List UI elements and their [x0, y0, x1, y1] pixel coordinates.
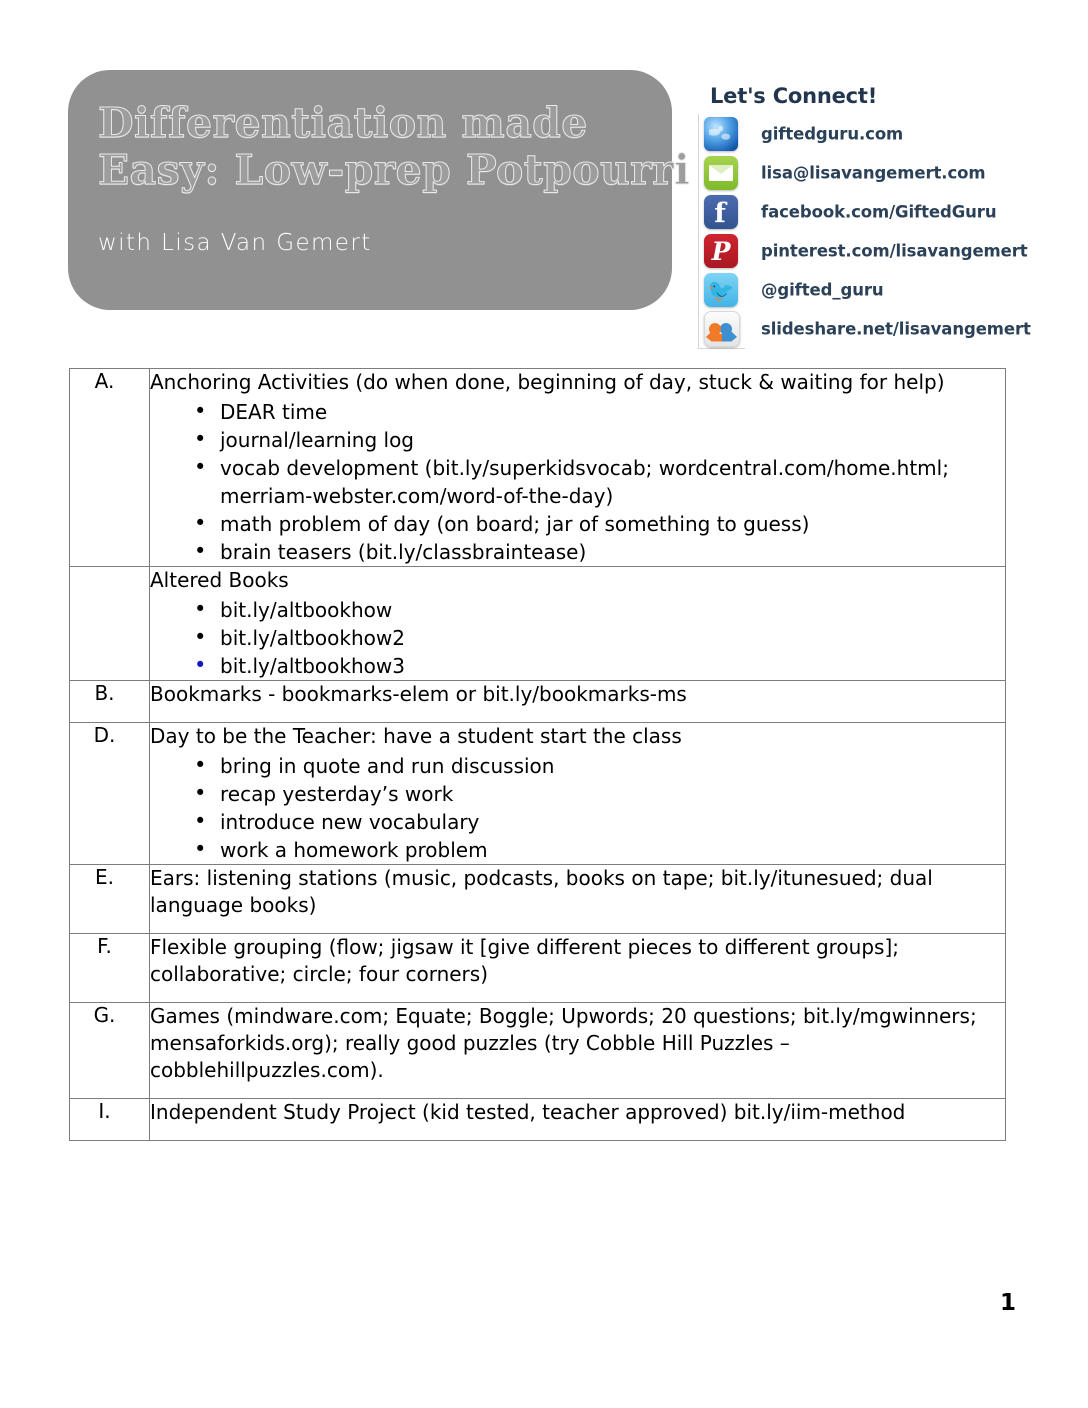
hyperlink[interactable]: bookmarks-elem — [281, 682, 450, 706]
text-run: introduce new vocabulary — [220, 810, 480, 834]
hyperlink[interactable]: mindware.com — [234, 1004, 383, 1028]
hyperlink[interactable]: bit.ly/mgwinners — [802, 1004, 970, 1028]
text-run: or — [449, 682, 483, 706]
title-card — [68, 70, 691, 310]
table-row — [70, 934, 1006, 1003]
facebook-icon: f — [704, 195, 738, 229]
text-run: Bookmarks - — [150, 682, 282, 706]
row-letter: G. — [93, 1003, 116, 1027]
hyperlink[interactable]: mensaforkids.org — [150, 1031, 325, 1055]
hyperlink[interactable]: bit.ly/bookmarks-ms — [482, 682, 687, 706]
text-run: Games ( — [150, 1004, 235, 1028]
row-letter-cell — [70, 723, 150, 865]
row-heading — [150, 1099, 1005, 1126]
row-spacer — [150, 1126, 1005, 1140]
table-row — [70, 1099, 1006, 1141]
row-letter: I. — [98, 1099, 111, 1123]
row-heading — [150, 865, 1005, 919]
text-run: journal/learning log — [220, 428, 415, 452]
globe-icon — [704, 117, 738, 151]
connect-item-slideshare[interactable] — [699, 309, 1031, 348]
text-run: ; — [645, 456, 659, 480]
document-title-line-1: Differentiation made — [98, 99, 588, 147]
document-author: with Lisa Van Gemert — [98, 230, 372, 256]
connect-label-facebook: facebook.com/GiftedGuru — [761, 202, 997, 221]
row-spacer — [150, 919, 1005, 933]
text-run: ; Equate; Boggle; Upwords; 20 questions; — [382, 1004, 803, 1028]
hyperlink[interactable]: bit.ly/iim-method — [733, 1100, 906, 1124]
document-header — [0, 0, 1088, 360]
text-run: brain teasers ( — [220, 540, 366, 564]
connect-item-pinterest[interactable] — [699, 231, 1028, 270]
text-run: DEAR time — [220, 400, 328, 424]
strategies-table — [69, 368, 1006, 1141]
table-row — [70, 1003, 1006, 1099]
hyperlink[interactable]: bit.ly/superkidsvocab — [432, 456, 646, 480]
row-content-cell — [150, 723, 1006, 865]
connect-label-email: lisa@lisavangemert.com — [761, 163, 986, 182]
bullet-item — [150, 836, 1005, 864]
connect-label-slideshare: slideshare.net/lisavangemert — [761, 319, 1031, 338]
table-row — [70, 369, 1006, 567]
twitter-icon: 🐦 — [704, 273, 738, 307]
row-spacer — [150, 708, 1005, 722]
page-number: 1 — [999, 1290, 1016, 1316]
bullet-item — [150, 652, 1005, 680]
connect-label-twitter: @gifted_guru — [761, 280, 884, 299]
hyperlink[interactable]: bit.ly/altbookhow3 — [220, 654, 405, 678]
row-spacer — [150, 1084, 1005, 1098]
connect-label-website: giftedguru.com — [761, 124, 904, 143]
text-run: work a homework problem — [220, 838, 488, 862]
connect-item-website[interactable] — [699, 114, 904, 153]
row-content-cell — [150, 681, 1006, 723]
bullet-item — [150, 596, 1005, 624]
bullet-item — [150, 808, 1005, 836]
connect-item-email[interactable] — [699, 153, 986, 192]
text-run: ; — [969, 1004, 977, 1028]
text-run: ) — [605, 484, 614, 508]
row-content-cell — [150, 567, 1006, 681]
hyperlink[interactable]: bit.ly/altbookhow2 — [220, 626, 405, 650]
bullet-item — [150, 624, 1005, 652]
connect-label-pinterest: pinterest.com/lisavangemert — [761, 241, 1028, 260]
bullet-list — [150, 596, 1005, 680]
document-title-line-2: Easy: Low-prep Potpourri — [98, 146, 691, 194]
hyperlink[interactable]: wordcentral.com/home.html — [658, 456, 943, 480]
text-run: Independent Study Project (kid tested, teacher approved) — [150, 1100, 734, 1124]
bullet-item — [150, 510, 1005, 538]
row-letter-cell — [70, 369, 150, 567]
row-spacer — [150, 988, 1005, 1002]
row-letter-cell — [70, 1099, 150, 1141]
pinterest-icon: P — [704, 234, 738, 268]
row-letter-cell — [70, 681, 150, 723]
connect-item-facebook[interactable] — [699, 192, 997, 231]
row-heading: Day to be the Teacher: have a student start the class — [150, 724, 682, 748]
connect-panel — [698, 84, 1031, 349]
connect-list — [698, 114, 1031, 349]
row-heading — [150, 1003, 1005, 1084]
bullet-item — [150, 426, 1005, 454]
bullet-item — [150, 752, 1005, 780]
text-run: ; dual language books) — [150, 866, 933, 917]
row-content-cell — [150, 865, 1006, 934]
bullet-list — [150, 398, 1005, 566]
row-content-cell — [150, 934, 1006, 1003]
slideshare-icon — [704, 311, 740, 347]
table-row — [70, 723, 1006, 865]
text-run: bring in quote and run discussion — [220, 754, 555, 778]
text-run: ; — [942, 456, 949, 480]
row-letter: D. — [93, 723, 116, 747]
text-run: recap yesterday’s work — [220, 782, 454, 806]
connect-heading: Let's Connect! — [710, 84, 878, 108]
row-heading — [150, 681, 1005, 708]
hyperlink[interactable]: bit.ly/itunesued — [720, 866, 877, 890]
envelope-icon — [704, 156, 738, 190]
bullet-item — [150, 454, 1005, 510]
text-run: vocab development ( — [220, 456, 433, 480]
text-run: Ears: listening stations (music, podcasts, books on tape; — [150, 866, 721, 890]
row-content-cell — [150, 1003, 1006, 1099]
bullet-item — [150, 538, 1005, 566]
hyperlink[interactable]: bit.ly/altbookhow — [220, 598, 393, 622]
row-letter: B. — [94, 681, 115, 705]
text-run: ). — [369, 1058, 384, 1082]
row-heading: Flexible grouping (flow; jigsaw it [give different pieces to different groups]; collaborative; circle; four corners) — [150, 935, 900, 986]
bullet-item — [150, 398, 1005, 426]
table-row — [70, 681, 1006, 723]
row-letter-cell — [70, 567, 150, 681]
row-content-cell — [150, 1099, 1006, 1141]
row-heading: Altered Books — [150, 568, 289, 592]
table-body — [70, 369, 1006, 1141]
row-letter-cell — [70, 934, 150, 1003]
hyperlink[interactable]: cobblehillpuzzles.com — [150, 1058, 370, 1082]
text-run: math problem of day (on board; jar of something to guess) — [220, 512, 810, 536]
table-row — [70, 865, 1006, 934]
row-letter: F. — [97, 934, 112, 958]
bullet-list — [150, 752, 1005, 864]
hyperlink[interactable]: bit.ly/classbraintease — [365, 540, 579, 564]
row-letter-cell — [70, 865, 150, 934]
bullet-item — [150, 780, 1005, 808]
text-run: ) — [578, 540, 587, 564]
row-letter-cell — [70, 1003, 150, 1099]
connect-item-twitter[interactable] — [699, 270, 884, 309]
row-heading: Anchoring Activities (do when done, beginning of day, stuck & waiting for help) — [150, 370, 945, 394]
text-run: ); really good puzzles (try Cobble Hill Puzzles – — [324, 1031, 790, 1055]
row-letter: A. — [94, 369, 115, 393]
row-letter: E. — [95, 865, 114, 889]
row-content-cell — [150, 369, 1006, 567]
table-row — [70, 567, 1006, 681]
hyperlink[interactable]: merriam-webster.com/word-of-the-day — [220, 484, 606, 508]
